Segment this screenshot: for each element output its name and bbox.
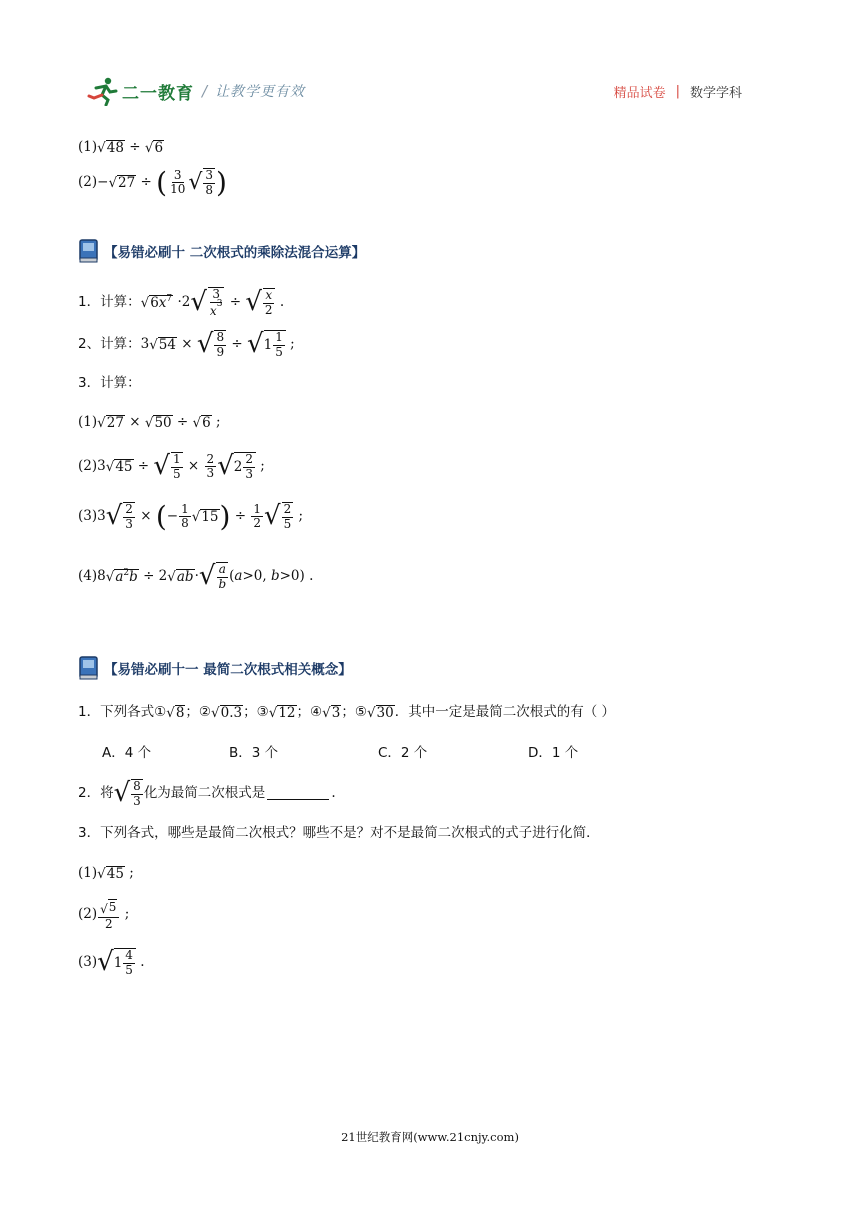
question-label: 2、计算： (78, 336, 141, 353)
s10-q3-sub-4 (78, 562, 313, 592)
item-label: (4) (78, 568, 98, 585)
logo-slogan: 让教学更有效 (215, 84, 306, 100)
s11-q3-sub-1 (78, 866, 134, 882)
header-separator: | (675, 84, 680, 99)
book-icon (78, 655, 100, 681)
s10-q3-sub-2 (78, 452, 265, 482)
page-footer: 21世纪教育网(www.21cnjy.com) (341, 1130, 519, 1144)
math-expression: √ 5 2 ; (100, 900, 130, 931)
s11-question-2: 2．将 √ $\frac{8}{3}$ 化为最简二次根式是 . (78, 778, 336, 809)
question-text: 化为最简二次根式是 (143, 785, 266, 802)
math-expression: √ 6 x 7 ·2 √ $\frac{3}{x^3}$ ÷ √ $\frac{x}{2}$ . (140, 287, 285, 318)
item-label: (2) (78, 906, 98, 923)
logo-text: 二一教育 (122, 83, 194, 104)
math-expression: 3 √ $\frac{2}{3}$ × ( − $\frac{1}{8}$ √ 15 ) ÷ $\frac{1}{2}$ √ $\frac{2}{5}$ ; (97, 499, 304, 533)
math-expression: 3 √ 45 ÷ √ $\frac{1}{5}$ × $\frac{2}{3}$ √ 2 $\frac{2}{3}$ ; (97, 451, 265, 482)
s11-question-1 (78, 705, 615, 721)
item-label: (2) (78, 458, 98, 475)
item-label: (1) (78, 139, 98, 155)
question-label: 1．计算： (78, 294, 141, 311)
item-label: (3) (78, 954, 98, 971)
item-label: (3) (78, 508, 98, 525)
page-header (0, 0, 860, 120)
question-text: 1．下列各式① (78, 704, 167, 720)
math-expression: 3 √ 54 × √ $\frac{8}{9}$ ÷ √ 1 $\frac{1}{5}$ ; (140, 329, 295, 360)
s10-q3-sub-3 (78, 499, 304, 533)
math-expression: 8 √ a 2 b ÷ 2 √ ab · √ $\frac{a}{b}$ ( a >0, b >0) . (97, 561, 314, 592)
s11-q3-sub-3 (78, 948, 145, 978)
logo (86, 76, 316, 106)
s11-q1-option-b: B．3 个 (229, 745, 279, 761)
math-expression: √ 8 ；② √ 0.3 ；③ √ 12 ；④ √ 3 ；⑤ √ 30 (166, 704, 394, 721)
s10-question-1 (78, 287, 284, 319)
s11-q3-sub-2 (78, 899, 129, 931)
math-expression: √ 45 ; (97, 865, 134, 882)
premium-label: 精品试卷 (613, 86, 666, 101)
top-item-1 (78, 140, 164, 156)
item-label: (1) (78, 414, 98, 430)
s10-q3-sub-1 (78, 415, 221, 431)
s11-q1-option-d: D．1 个 (528, 745, 579, 761)
s11-q1-option-a: A．4 个 (102, 745, 152, 761)
math-expression: √ $\frac{8}{3}$ (113, 778, 141, 809)
answer-blank (267, 787, 329, 800)
logo-divider: / (202, 82, 208, 100)
header-right (614, 82, 742, 101)
item-label: (1) (78, 865, 98, 881)
question-text: 2．将 (78, 785, 114, 802)
math-expression: √ 48 ÷ √ 6 (97, 139, 164, 156)
book-icon (78, 238, 100, 264)
runner-logo-icon (86, 76, 120, 106)
s10-question-3: 3．计算： (78, 375, 141, 391)
section-title-11 (78, 655, 352, 681)
math-expression: √ 27 × √ 50 ÷ √ 6 ; (97, 414, 221, 431)
math-expression: − √ 27 ÷ ( $\frac{3}{10}$ √ $\frac{3}{8}$ ) (97, 165, 227, 199)
section-title-10 (78, 238, 365, 264)
top-item-2 (78, 165, 227, 199)
math-expression: √ 1 $\frac{4}{5}$ . (97, 947, 145, 978)
section-title-text: 【易错必刷十 二次根式的乘除法混合运算】 (104, 245, 366, 261)
item-label: (2) (78, 174, 98, 191)
subject-label: 数学学科 (689, 86, 742, 101)
s10-question-2 (78, 330, 295, 360)
s11-question-3: 3．下列各式，哪些是最简二次根式？哪些不是？对不是最简二次根式的式子进行化简． (78, 825, 600, 841)
s11-q1-option-c: C．2 个 (378, 745, 428, 761)
question-text: ．其中一定是最简二次根式的有（ ） (394, 704, 616, 720)
section-title-text: 【易错必刷十一 最简二次根式相关概念】 (104, 662, 352, 678)
